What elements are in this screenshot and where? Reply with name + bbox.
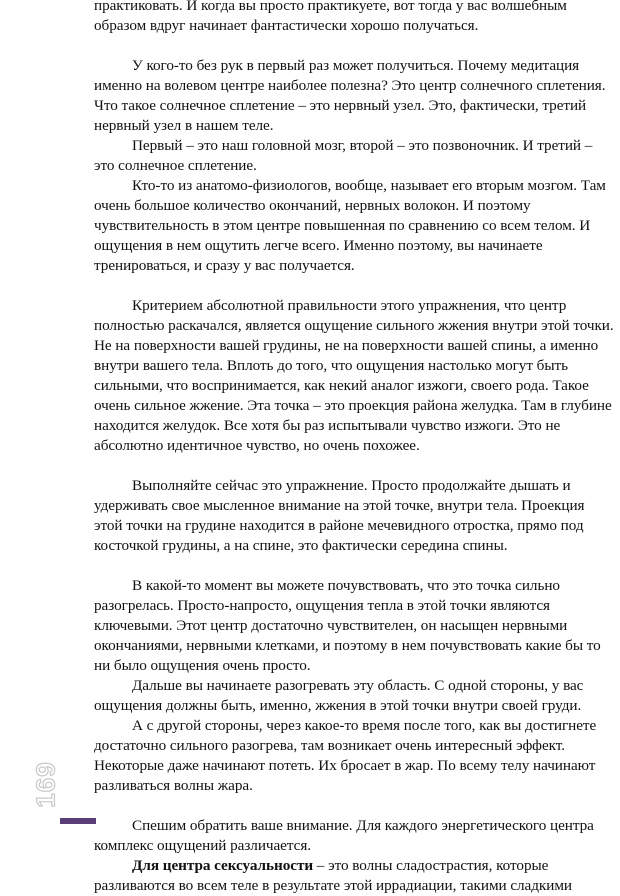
paragraph-5: Критерием абсолютной правильности этого упражнения, что центр полностью раскачался, является ощущение сильного жжения внутри этой точки. Не на поверхности вашей грудины, не на поверхности вашей спины, а именно внутри вашего тела. Вплоть до того, что ощущения настолько могут быть сильными, что воспринимается, как некий аналог изжоги, своего рода. Такое очень сильное жжение. Эта точка – это проекция района желудка. Там в глубине находится желудок. Все хотя бы раз испытывали чувство изжоги. Это не абсолютно идентичное чувство, но очень похожее. (94, 297, 614, 454)
paragraph-gap (94, 276, 614, 296)
paragraph-6: Выполняйте сейчас это упражнение. Просто продолжайте дышать и удерживать свое мысленное внимание на этой точке, внутри тела. Проекция этой точки на грудине находится в районе мечевидного отростка, прямо под косточкой грудины, а на спине, это фактически середина спины. (94, 477, 585, 554)
paragraph-10: Спешим обратить ваше внимание. Для каждого энергетического центра комплекс ощущений различается. (94, 817, 594, 854)
paragraph-9: А с другой стороны, через какое-то время после того, как вы достигнете достаточно сильного разогрева, там возникает очень интересный эффект. Некоторые даже начинают потеть. Их бросает в жар. По всему телу начинают разливаться волны жара. (94, 717, 597, 794)
paragraph-4: Кто-то из анатомо-физиологов, вообще, называет его вторым мозгом. Там очень большое количество окончаний, нервных волокон. И поэтому чувствительность в этом центре повышенная по сравнению со всем телом. И ощущения в нем ощутить легче всего. Именно поэтому, вы начинаете тренироваться, и сразу у вас получается. (94, 177, 606, 274)
paragraph-8: Дальше вы начинаете разогревать эту область. С одной стороны, у вас ощущения должны быть, именно, жжения в этой точки внутри своей груди. (94, 677, 584, 714)
paragraph-7: В какой-то момент вы можете почувствовать, что это точка сильно разогрелась. Просто-напросто, ощущения тепла в этой точки являются ключевыми. Этот центр достаточно чувствителен, он насыщен нервными окончаниями, нервными клетками, и поэтому в нем почувствовать какие бы то ни было ощущения очень просто. (94, 577, 601, 674)
body-text (94, 0, 614, 896)
paragraph-gap (94, 796, 614, 816)
paragraph-3: Первый – это наш головной мозг, второй – это позвоночник. И третий – это солнечное сплетение. (94, 137, 593, 174)
paragraph-2: У кого-то без рук в первый раз может получиться. Почему медитация именно на волевом центре наиболее полезна? Это центр солнечного сплетения. Что такое солнечное сплетение – это нервный узел. Это, фактически, третий нервный узел в нашем теле. (94, 57, 606, 134)
paragraph-11 (94, 856, 614, 896)
paragraph-1: практиковать. И когда вы просто практикуете, вот тогда у вас волшебным образом вдруг начинает фантастически хорошо получаться. (94, 0, 567, 34)
footer-accent-bar (60, 818, 96, 824)
paragraph-11-text: – это волны сладострастия, которые разливаются во всем теле в результате этой иррадиации, такими сладкими (94, 857, 572, 894)
paragraph-gap (94, 456, 614, 476)
page-number-label: 169 (30, 760, 61, 808)
sexuality-center-heading: Для центра сексуальности (132, 857, 314, 874)
paragraph-gap (94, 556, 614, 576)
page-number (28, 756, 64, 812)
paragraph-gap (94, 36, 614, 56)
